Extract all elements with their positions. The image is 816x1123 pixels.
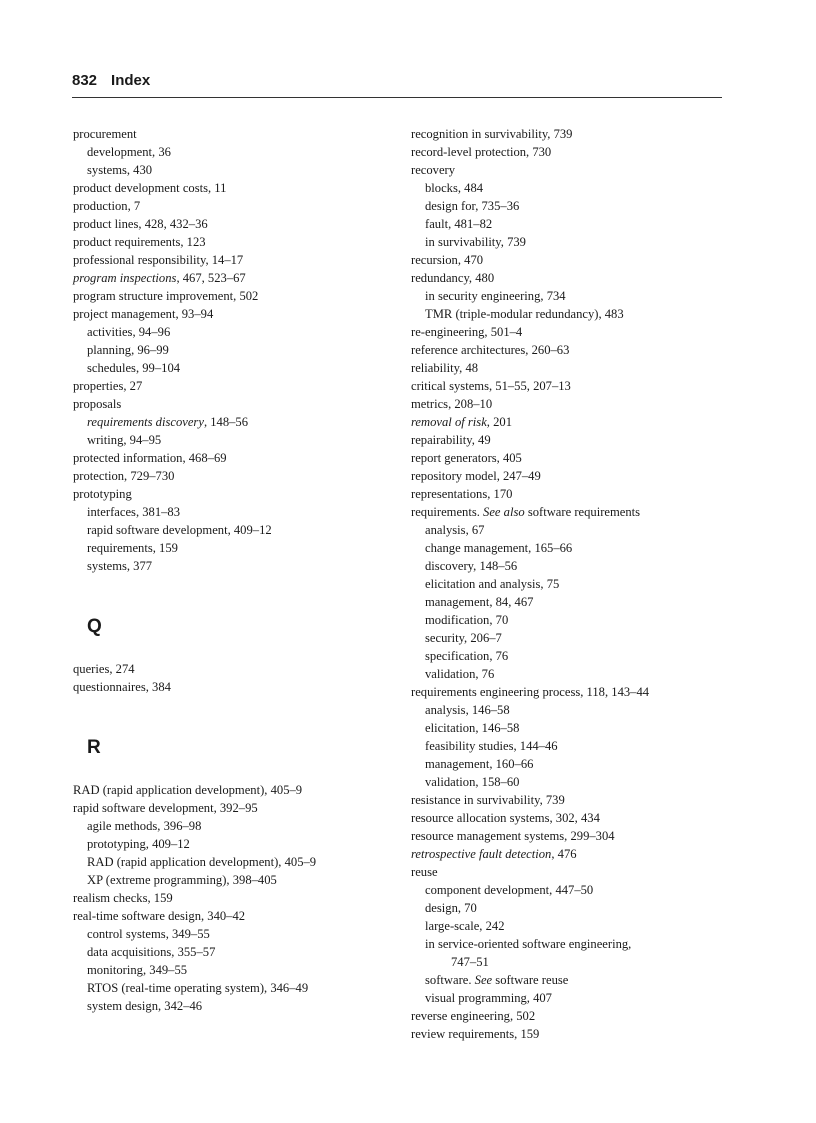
index-entry: recognition in survivability, 739 bbox=[411, 127, 573, 141]
index-entry: protected information, 468–69 bbox=[73, 451, 227, 465]
index-entry: real-time software design, 340–42 bbox=[73, 909, 246, 923]
index-entry: resource management systems, 299–304 bbox=[411, 829, 615, 843]
running-title: Index bbox=[111, 72, 151, 89]
index-entry: program structure improvement, 502 bbox=[73, 289, 259, 303]
index-subentry: elicitation and analysis, 75 bbox=[425, 577, 560, 591]
index-subentry: specification, 76 bbox=[425, 649, 509, 663]
index-entry: product development costs, 11 bbox=[73, 181, 227, 195]
index-entry: proposals bbox=[73, 397, 122, 411]
index-subentry: design for, 735–36 bbox=[425, 199, 520, 213]
index-entry: representations, 170 bbox=[411, 487, 513, 501]
index-entry: questionnaires, 384 bbox=[73, 680, 171, 694]
index-subentry: XP (extreme programming), 398–405 bbox=[87, 873, 277, 887]
index-subentry: requirements discovery, 148–56 bbox=[87, 415, 249, 429]
index-entry: retrospective fault detection, 476 bbox=[411, 847, 577, 861]
index-entry: recursion, 470 bbox=[411, 253, 484, 267]
index-subentry: feasibility studies, 144–46 bbox=[425, 739, 558, 753]
index-subentry: validation, 158–60 bbox=[425, 775, 520, 789]
index-entry: reuse bbox=[411, 865, 438, 879]
page-header bbox=[72, 72, 722, 96]
index-entry: redundancy, 480 bbox=[411, 271, 495, 285]
index-entry: re-engineering, 501–4 bbox=[411, 325, 523, 339]
index-subentry: rapid software development, 409–12 bbox=[87, 523, 272, 537]
page-number: 832 bbox=[72, 72, 98, 89]
index-entry: product lines, 428, 432–36 bbox=[73, 217, 208, 231]
index-subentry: schedules, 99–104 bbox=[87, 361, 181, 375]
index-subentry: data acquisitions, 355–57 bbox=[87, 945, 216, 959]
section-spacer bbox=[73, 696, 373, 736]
index-column-right bbox=[411, 125, 731, 1043]
index-entry: review requirements, 159 bbox=[411, 1027, 540, 1041]
index-entry: product requirements, 123 bbox=[73, 235, 206, 249]
index-subentry: in survivability, 739 bbox=[425, 235, 526, 249]
index-subentry: change management, 165–66 bbox=[425, 541, 573, 555]
index-entry: resistance in survivability, 739 bbox=[411, 793, 565, 807]
index-entry: reference architectures, 260–63 bbox=[411, 343, 570, 357]
index-entry: requirements engineering process, 118, 143–44 bbox=[411, 685, 650, 699]
section-spacer bbox=[73, 760, 373, 781]
section-letter-r: R bbox=[87, 737, 101, 758]
index-subentry: RTOS (real-time operating system), 346–49 bbox=[87, 981, 309, 995]
index-subentry: systems, 377 bbox=[87, 559, 153, 573]
index-subentry: requirements, 159 bbox=[87, 541, 178, 555]
index-entry: removal of risk, 201 bbox=[411, 415, 512, 429]
index-subentry: 747–51 bbox=[451, 955, 489, 969]
index-subentry: analysis, 67 bbox=[425, 523, 485, 537]
index-subentry: systems, 430 bbox=[87, 163, 153, 177]
index-subentry: in service-oriented software engineering, bbox=[425, 937, 632, 951]
index-entry: realism checks, 159 bbox=[73, 891, 173, 905]
index-entry: repository model, 247–49 bbox=[411, 469, 541, 483]
index-entry: procurement bbox=[73, 127, 137, 141]
index-subentry: design, 70 bbox=[425, 901, 477, 915]
index-subentry: planning, 96–99 bbox=[87, 343, 169, 357]
index-entry: report generators, 405 bbox=[411, 451, 522, 465]
index-entry: queries, 274 bbox=[73, 662, 135, 676]
index-entry: project management, 93–94 bbox=[73, 307, 214, 321]
index-entry: prototyping bbox=[73, 487, 132, 501]
index-entry: program inspections, 467, 523–67 bbox=[73, 271, 246, 285]
index-subentry: agile methods, 396–98 bbox=[87, 819, 202, 833]
index-subentry: visual programming, 407 bbox=[425, 991, 552, 1005]
index-entry: recovery bbox=[411, 163, 456, 177]
index-column-left bbox=[73, 125, 373, 1015]
index-subentry: fault, 481–82 bbox=[425, 217, 493, 231]
index-subentry: RAD (rapid application development), 405–9 bbox=[87, 855, 317, 869]
index-subentry: discovery, 148–56 bbox=[425, 559, 518, 573]
index-entry: properties, 27 bbox=[73, 379, 143, 393]
index-entry: critical systems, 51–55, 207–13 bbox=[411, 379, 571, 393]
index-entry: reverse engineering, 502 bbox=[411, 1009, 536, 1023]
index-subentry: analysis, 146–58 bbox=[425, 703, 510, 717]
index-subentry: elicitation, 146–58 bbox=[425, 721, 520, 735]
index-entry: repairability, 49 bbox=[411, 433, 491, 447]
section-spacer bbox=[73, 575, 373, 615]
index-subentry: management, 160–66 bbox=[425, 757, 534, 771]
index-subentry: TMR (triple-modular redundancy), 483 bbox=[425, 307, 624, 321]
index-entry: protection, 729–730 bbox=[73, 469, 175, 483]
index-subentry: writing, 94–95 bbox=[87, 433, 162, 447]
index-entry: record-level protection, 730 bbox=[411, 145, 552, 159]
index-entry: professional responsibility, 14–17 bbox=[73, 253, 244, 267]
index-subentry: modification, 70 bbox=[425, 613, 509, 627]
index-subentry: activities, 94–96 bbox=[87, 325, 171, 339]
index-subentry: security, 206–7 bbox=[425, 631, 502, 645]
header-rule bbox=[72, 97, 722, 98]
index-subentry: interfaces, 381–83 bbox=[87, 505, 181, 519]
index-subentry: system design, 342–46 bbox=[87, 999, 203, 1013]
index-subentry: monitoring, 349–55 bbox=[87, 963, 188, 977]
index-subentry: component development, 447–50 bbox=[425, 883, 594, 897]
index-subentry: prototyping, 409–12 bbox=[87, 837, 190, 851]
index-subentry: software. See software reuse bbox=[425, 973, 569, 987]
index-subentry: control systems, 349–55 bbox=[87, 927, 210, 941]
index-entry: metrics, 208–10 bbox=[411, 397, 493, 411]
index-subentry: management, 84, 467 bbox=[425, 595, 534, 609]
index-subentry: in security engineering, 734 bbox=[425, 289, 566, 303]
section-spacer bbox=[73, 639, 373, 660]
index-entry: requirements. See also software requirements bbox=[411, 505, 641, 519]
index-entry: RAD (rapid application development), 405–9 bbox=[73, 783, 303, 797]
section-letter-q: Q bbox=[87, 616, 102, 637]
index-entry: reliability, 48 bbox=[411, 361, 479, 375]
index-entry: resource allocation systems, 302, 434 bbox=[411, 811, 600, 825]
index-entry: rapid software development, 392–95 bbox=[73, 801, 258, 815]
index-entry: production, 7 bbox=[73, 199, 141, 213]
index-subentry: large-scale, 242 bbox=[425, 919, 505, 933]
index-subentry: development, 36 bbox=[87, 145, 171, 159]
index-subentry: validation, 76 bbox=[425, 667, 495, 681]
index-subentry: blocks, 484 bbox=[425, 181, 484, 195]
